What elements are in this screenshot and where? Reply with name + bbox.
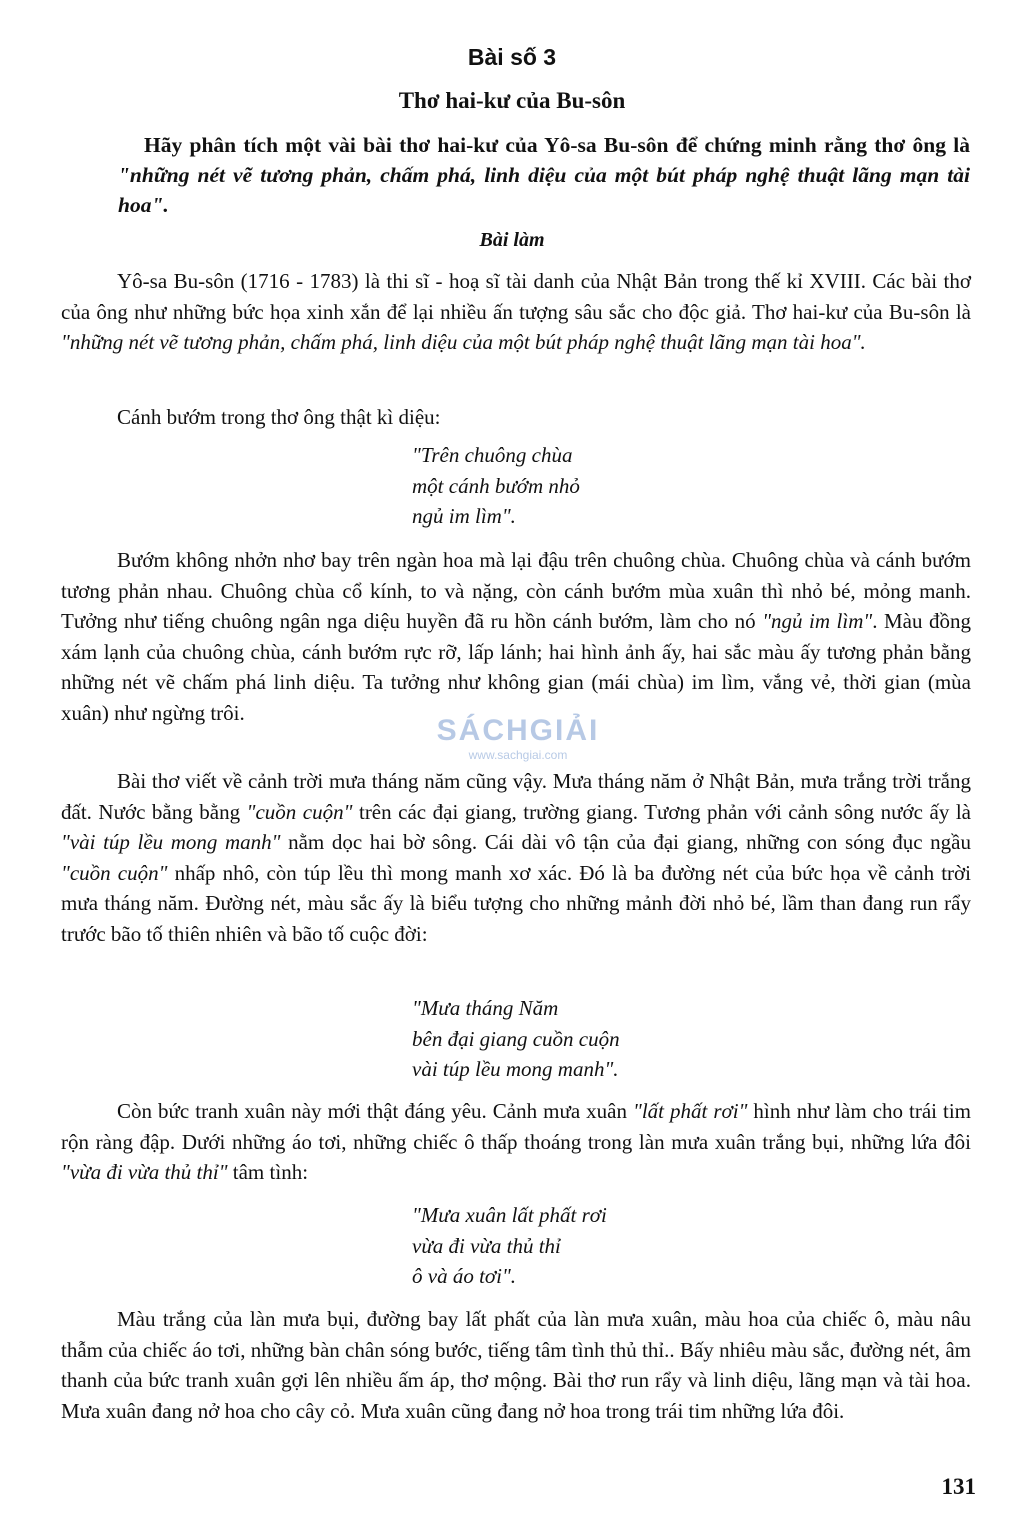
poem-may-rain — [412, 993, 832, 1085]
quoted-text: "những nét vẽ tương phản, chấm phá, linh diệu của một bút pháp nghệ thuật lãng mạn tài hoa". — [61, 330, 866, 354]
poem-butterfly — [412, 440, 832, 532]
quoted-text: "cuồn cuộn" — [246, 799, 353, 824]
exercise-prompt — [118, 130, 970, 220]
exercise-subtitle: Thơ hai-kư của Bu-sôn — [398, 88, 626, 113]
quoted-text: "lất phất rơi" — [633, 1099, 748, 1123]
paragraph-butterfly-analysis — [61, 545, 971, 728]
paragraph-spring-rain — [61, 1096, 971, 1188]
paragraph-text: Còn bức tranh xuân này mới thật đáng yêu. Cảnh mưa xuân — [117, 1099, 634, 1123]
paragraph-text: Màu trắng của làn mưa bụi, đường bay lất phất của làn mưa xuân, màu hoa của chiếc ô, màu nâu thẫm của chiếc áo tơi, những bàn chân sóng bước, tiếng tâm tình thủ thỉ.. Bấy nhiêu màu sắc, đường nét, âm thanh của bức tranh xuân gợi lên nhiều ấm áp, thơ mộng. Bài thơ run rẩy và linh diệu, lãng mạn và tài hoa. Mưa xuân đang nở hoa cho cây cỏ. Mưa xuân cũng đang nở hoa trong trái tim những lứa đôi. — [61, 1307, 971, 1423]
paragraph-text: trên các đại giang, trường giang. Tương phản với cảnh sông nước ấy là — [352, 799, 972, 824]
paragraph-rain-may — [61, 766, 971, 949]
watermark-url: www.sachgiai.com — [468, 748, 568, 762]
poem-line: bên đại giang cuồn cuộn — [412, 1026, 620, 1051]
paragraph-text: Yô-sa Bu-sôn (1716 - 1783) là thi sĩ - hoạ sĩ tài danh của Nhật Bản trong thế kỉ XVIII. Các bài thơ của ông như những bức họa xinh xắn để lại nhiều ấn tượng sâu sắc cho độc giả. Thơ hai-kư của Bu-sôn là — [61, 269, 971, 324]
poem-line: "Mưa xuân lất phất rơi — [412, 1203, 607, 1227]
page-number: 131 — [941, 1474, 976, 1499]
poem-line: ô và áo tơi". — [412, 1264, 517, 1288]
paragraph-text: Bướm không nhởn nhơ bay trên ngàn hoa mà lại đậu trên chuông chùa. Chuông chùa và cánh bướm tương phản nhau. Chuông chùa cổ kính, to và nặng, còn cánh bướm mùa xuân thì nhỏ bé, mỏng manh. Tưởng như tiếng chuông ngân nga diệu huyền đã ru hồn cánh bướm, làm cho nó — [61, 548, 971, 633]
quoted-text: "vừa đi vừa thủ thỉ" — [61, 1160, 228, 1184]
watermark — [418, 714, 618, 762]
paragraph-text: tâm tình: — [227, 1160, 309, 1184]
poem-line: "Mưa tháng Năm — [412, 996, 559, 1020]
prompt-lead: Hãy phân tích một vài bài thơ hai-kư của Yô-sa Bu-sôn để chứng minh rằng thơ ông là — [144, 133, 970, 157]
exercise-title: Bài số 3 — [467, 44, 557, 70]
answer-label: Bài làm — [479, 229, 545, 251]
quoted-text: "vài túp lều mong manh" — [61, 830, 281, 854]
paragraph-text: hình như làm cho trái tim rộn ràng đập. Dưới những áo tơi, những chiếc ô thấp thoáng trong làn mưa xuân trắng bụi, những lứa đôi — [61, 1099, 972, 1154]
poem-line: vài túp lều mong manh". — [412, 1057, 619, 1081]
paragraph-text: Bài thơ viết về cảnh trời mưa tháng năm cũng vậy. Mưa tháng năm ở Nhật Bản, mưa trắng trời trắng đất. Nước bằng bằng — [61, 769, 971, 824]
paragraph-text: nhấp nhô, còn túp lều thì mong manh xơ xác. Đó là ba đường nét của bức họa về cảnh trời mưa tháng năm. Đường nét, màu sắc ấy là biểu tượng cho những mảnh đời nhỏ bé, lầm than đang run rẩy trước bão tố thiên nhiên và bão tố cuộc đời: — [61, 860, 971, 946]
poem-line: ngủ im lìm". — [412, 504, 516, 528]
poem-line: một cánh bướm nhỏ — [412, 473, 580, 498]
watermark-logo: SÁCHGIẢI — [436, 714, 600, 747]
paragraph-text: Cánh bướm trong thơ ông thật kì diệu: — [117, 405, 441, 429]
poem-line: vừa đi vừa thủ thỉ — [412, 1233, 561, 1258]
paragraph-text: . Màu đồng xám lạnh của chuông chùa, cánh bướm rực rỡ, lấp lánh; hai hình ảnh ấy, hai sắc màu ấy tương phản bằng những nét vẽ chấm phá linh diệu. Ta tưởng như không gian (mái chùa) im lìm, vắng vẻ, thời gian (mùa xuân) như ngừng trôi. — [61, 609, 971, 725]
paragraph-intro — [61, 266, 971, 358]
poem-spring-rain — [412, 1200, 832, 1292]
paragraph-butterfly-intro — [61, 402, 971, 433]
quoted-text: "ngủ im lìm" — [762, 609, 873, 633]
prompt-quote: "những nét vẽ tương phản, chấm phá, linh diệu của một bút pháp nghệ thuật lãng mạn tài hoa". — [118, 163, 970, 217]
paragraph-text: nằm dọc hai bờ sông. Cái dài vô tận của đại giang, những con sóng đục ngầu — [280, 830, 971, 854]
quoted-text: "cuồn cuộn" — [61, 860, 168, 885]
paragraph-conclusion — [61, 1304, 971, 1426]
poem-line: "Trên chuông chùa — [412, 443, 573, 467]
